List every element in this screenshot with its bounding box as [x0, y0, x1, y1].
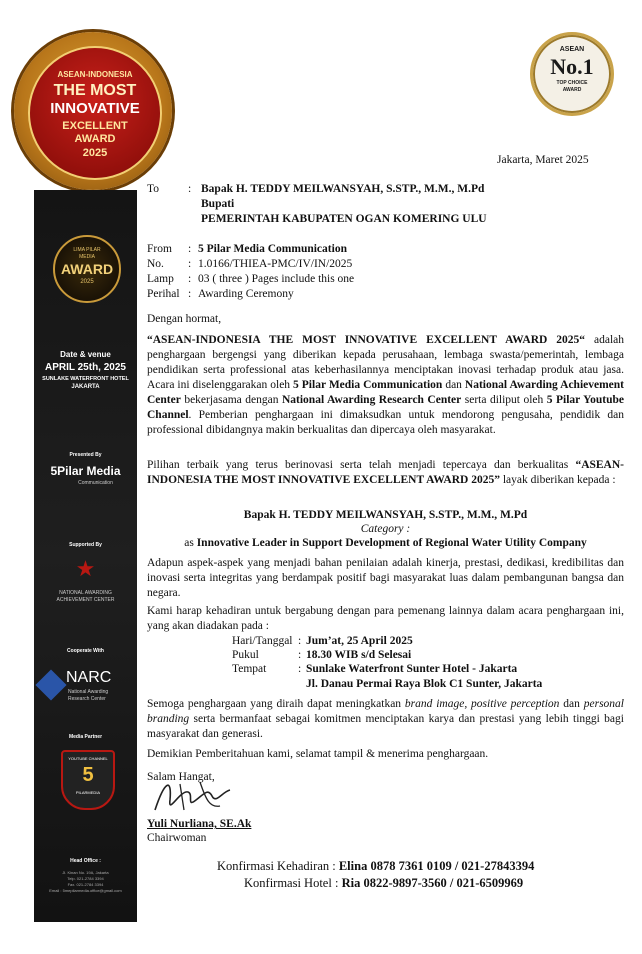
narc-diamond-icon	[35, 669, 66, 700]
pukul-label: Pukul	[232, 649, 259, 661]
from-value: 5 Pilar Media Communication	[198, 243, 347, 255]
seal-line1: ASEAN-INDONESIA	[57, 70, 133, 79]
hari-label: Hari/Tanggal	[232, 635, 293, 647]
presenter-logo: 5Pilar Media	[50, 464, 121, 478]
presenter-sub: Communication	[78, 480, 113, 486]
narc-sub2: Research Center	[68, 696, 106, 702]
supporter-line2: ACHIEVEMENT CENTER	[56, 597, 115, 603]
to-colon: :	[188, 183, 192, 195]
tempat-value-2: Jl. Danau Permai Raya Blok C1 Sunter, Jakarta	[306, 678, 543, 690]
award-seal-logo	[14, 32, 172, 190]
seal-line3: INNOVATIVE	[50, 100, 140, 117]
tempat-colon: :	[298, 663, 302, 675]
hari-value: Jum’at, 25 April 2025	[306, 635, 413, 647]
supporter-line1: NATIONAL AWARDING	[59, 590, 112, 596]
sidebar-banner	[34, 190, 137, 922]
paragraph-5: Semoga penghargaan yang diraih dapat meningkatkan brand image, positive perception dan personal branding serta bermanfaat sebagai komitmen menciptakan karya dan prestasi yang lebih tinggi bagi masyarakat dan generasi.	[147, 698, 624, 740]
closing: Salam Hangat,	[147, 771, 215, 783]
address-line2: Telp. 021-2784 3394	[67, 876, 104, 881]
lamp-colon: :	[188, 273, 192, 285]
no-colon: :	[188, 258, 192, 270]
perihal-label: Perihal	[147, 288, 180, 300]
seal-line5: AWARD	[74, 133, 116, 145]
greeting: Dengan hormat,	[147, 313, 222, 325]
tempat-value-1: Sunlake Waterfront Sunter Hotel - Jakarta	[306, 663, 518, 675]
youtube-channel-shield-icon	[61, 750, 115, 810]
badge-sub2: AWARD	[562, 87, 582, 93]
paragraph-6: Demikian Pemberitahuan kami, selamat tampil & menerima penghargaan.	[147, 748, 489, 760]
cooperate-with-label: Cooperate With	[67, 648, 104, 654]
seal-line4: EXCELLENT	[62, 120, 128, 132]
address-line1: Jl. Kinan No. 19A, Jakarta	[62, 870, 109, 875]
event-venue-1: SUNLAKE WATERFRONT HOTEL	[42, 376, 129, 382]
media-partner-label: Media Partner	[68, 734, 103, 740]
hari-colon: :	[298, 635, 302, 647]
signer-role: Chairwoman	[147, 832, 207, 844]
signer-name: Yuli Nurliana, SE.Ak	[147, 818, 252, 830]
confirm-hotel: Konfirmasi Hotel : Ria 0822-9897-3560 / 021-6509969	[244, 876, 524, 890]
yt-line3: PILARMEDIA	[75, 790, 101, 795]
category-line: as Innovative Leader in Support Development of Regional Water Utility Company	[184, 537, 587, 549]
category-label: Category :	[360, 523, 411, 535]
award-logo-line2: MEDIA	[79, 254, 95, 260]
badge-top: ASEAN	[559, 46, 585, 53]
perihal-colon: :	[188, 288, 192, 300]
seal-line2: THE MOST	[53, 82, 137, 99]
address-line4: Email : 5mepilarmedia.office@gmail.com	[49, 888, 122, 893]
paragraph-3: Adapun aspek-aspek yang menjadi bahan penilaian adalah kinerja, prestasi, dedikasi, kredibilitas dan inovasi serta integritas yang berdampak positif bagi masyarakat luas dalam pembangunan bangsa dan negara.	[147, 557, 624, 599]
recipient-name: Bapak H. TEDDY MEILWANSYAH, S.STP., M.M., M.Pd	[243, 509, 528, 521]
narc-logo: NARC	[66, 669, 112, 686]
award-logo-line1: LIMA PILAR	[73, 247, 101, 253]
paragraph-2: Pilihan terbaik yang terus berinovasi serta telah menjadi tepercaya dan berkualitas “ASEAN-INDONESIA THE MOST INNOVATIVE EXCELLENT AWARD 2025” layak diberikan kepada :	[147, 459, 624, 486]
lima-pilar-award-logo	[53, 235, 121, 303]
lamp-value: 03 ( three ) Pages include this one	[198, 273, 355, 285]
date-title: Date & venue	[60, 350, 111, 359]
to-label: To	[147, 183, 159, 195]
to-org: PEMERINTAH KABUPATEN OGAN KOMERING ULU	[201, 213, 487, 225]
to-name: Bapak H. TEDDY MEILWANSYAH, S.STP., M.M., M.Pd	[201, 183, 485, 195]
lamp-label: Lamp	[147, 273, 174, 285]
head-office-label: Head Office :	[70, 858, 101, 864]
paragraph-1: “ASEAN-INDONESIA THE MOST INNOVATIVE EXCELLENT AWARD 2025“ adalah penghargaan bergengsi yang diberikan kepada perusahaan, lembaga swasta/pemerintah, lembaga pendidikan serta professional atas keberhasilannya menciptakan inovasi terhadap produk atau jasa. Acara ini diselenggarakan oleh 5 Pilar Media Communication dan National Awarding Achievement Center bekerjasama dengan National Awarding Research Center serta diliput oleh 5 Pilar Youtube Channel. Pemberian penghargaan ini dimaksudkan untuk mendorong pengusaha, pendidik dan professional dibidangnya makin berkualitas dan dipercaya oleh masyarakat.	[147, 334, 625, 436]
seal-line6: 2025	[82, 147, 108, 159]
signature-image	[150, 770, 240, 822]
pukul-value: 18.30 WIB s/d Selesai	[306, 649, 412, 661]
tempat-label: Tempat	[232, 663, 267, 675]
no1-badge-logo	[530, 32, 614, 116]
pukul-colon: :	[298, 649, 302, 661]
yt-line2: 5	[82, 764, 94, 786]
to-title: Bupati	[201, 198, 235, 210]
no-label: No.	[147, 258, 164, 270]
place-date: Jakarta, Maret 2025	[497, 154, 589, 166]
no-value: 1.0166/THIEA-PMC/IV/IN/2025	[198, 258, 353, 270]
paragraph-4: Kami harap kehadiran untuk bergabung dengan para pemenang lainnya dalam acara penghargaan ini, yang akan diadakan pada :	[147, 605, 624, 632]
event-venue-2: JAKARTA	[71, 384, 100, 390]
presented-by-label: Presented By	[69, 452, 102, 458]
award-logo-line4: 2025	[80, 279, 94, 285]
event-date: APRIL 25th, 2025	[45, 362, 126, 373]
address-line3: Fax. 021-2784 3394	[67, 882, 104, 887]
confirm-attendance: Konfirmasi Kehadiran : Elina 0878 7361 0109 / 021-27843394	[217, 859, 535, 873]
badge-main: No.1	[550, 54, 594, 79]
badge-sub1: TOP CHOICE	[556, 80, 588, 86]
award-seal-inner	[28, 46, 162, 180]
yt-line1: YOUTUBE CHANNEL	[68, 756, 108, 761]
supported-by-label: Supported By	[69, 542, 102, 548]
star-icon: ★	[75, 556, 96, 581]
from-label: From	[147, 243, 172, 255]
award-logo-line3: AWARD	[60, 261, 114, 277]
narc-sub1: National Awarding	[68, 689, 109, 695]
from-colon: :	[188, 243, 192, 255]
perihal-value: Awarding Ceremony	[198, 288, 294, 300]
